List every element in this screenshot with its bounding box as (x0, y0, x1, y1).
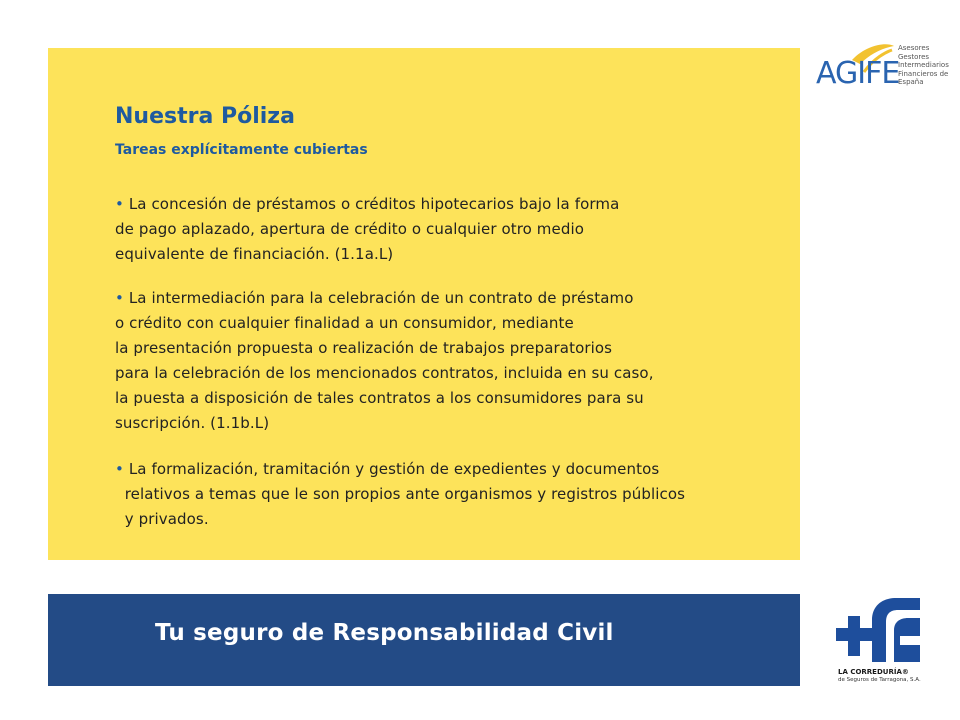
agife-logo-tagline: Asesores Gestores Intermediarios Financieros de España (898, 44, 949, 86)
paragraph-line: la presentación propuesta o realización de trabajos preparatorios (115, 339, 613, 357)
banner-text: Tu seguro de Responsabilidad Civil (155, 620, 614, 646)
bullet-paragraph-1 (115, 192, 619, 267)
bullet-paragraph-2 (115, 286, 654, 436)
paragraph-line: • La intermediación para la celebración de un contrato de préstamo (115, 289, 634, 307)
paragraph-line: o crédito con cualquier finalidad a un consumidor, mediante (115, 314, 574, 332)
paragraph-line: relativos a temas que le son propios ante organismos y registros públicos (115, 485, 686, 503)
paragraph-line: para la celebración de los mencionados contratos, incluida en su caso, (115, 364, 654, 382)
paragraph-line: suscripción. (1.1b.L) (115, 414, 270, 432)
paragraph-line: • La concesión de préstamos o créditos hipotecarios bajo la forma (115, 195, 620, 213)
correduria-logo-mark (836, 596, 920, 664)
paragraph-line: y privados. (115, 510, 209, 528)
bullet-icon: • (115, 195, 124, 213)
slide-subtitle: Tareas explícitamente cubiertas (115, 142, 368, 158)
correduria-logo-name: LA CORREDURÍA® (838, 668, 909, 676)
paragraph-line: • La formalización, tramitación y gestión de expedientes y documentos (115, 460, 660, 478)
bullet-icon: • (115, 460, 124, 478)
paragraph-line: equivalente de financiación. (1.1a.L) (115, 245, 394, 263)
bullet-paragraph-3 (115, 457, 685, 532)
correduria-logo-subtitle: de Seguros de Tarragona, S.A. (838, 677, 921, 683)
paragraph-line: de pago aplazado, apertura de crédito o cualquier otro medio (115, 220, 585, 238)
agife-logo-word: AGIFE (816, 56, 900, 91)
bullet-icon: • (115, 289, 124, 307)
slide-title: Nuestra Póliza (115, 104, 295, 129)
paragraph-line: la puesta a disposición de tales contratos a los consumidores para su (115, 389, 644, 407)
